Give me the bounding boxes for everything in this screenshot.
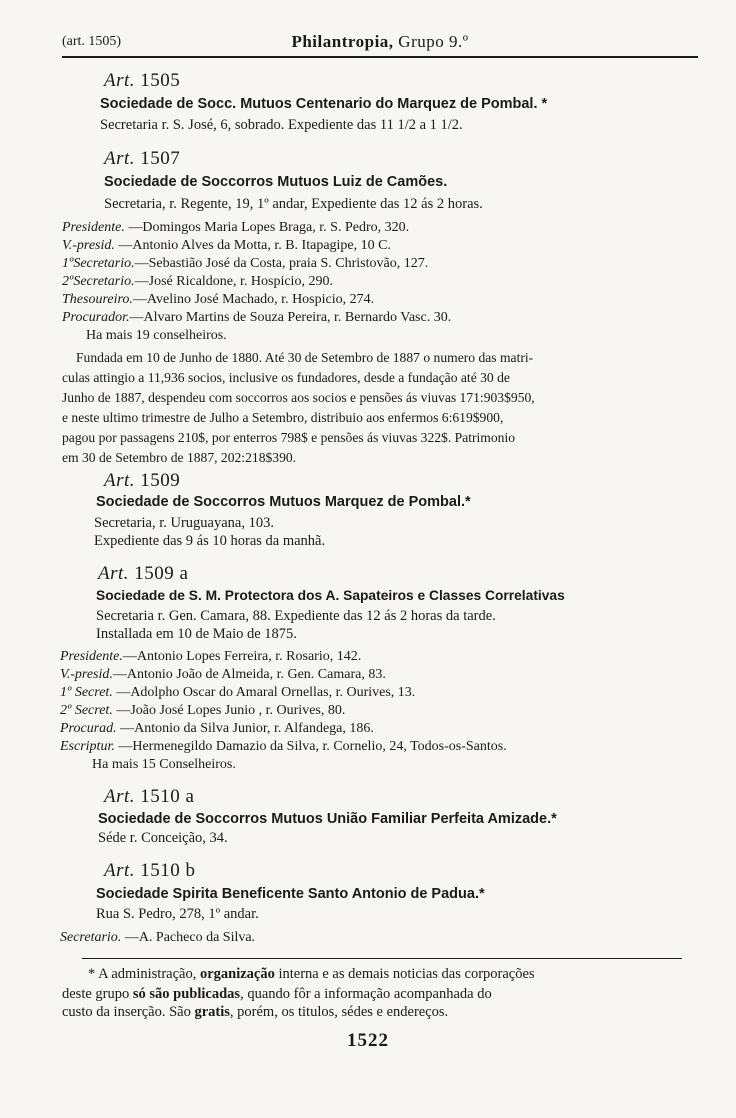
- article-heading: Art. 1509: [104, 470, 181, 491]
- article-heading: Art. 1507: [104, 148, 181, 169]
- entry-paragraph: Fundada em 10 de Junho de 1880. Até 30 de Setembro de 1887 o numero das matri- culas attingio a 11,936 socios, inclusive os fundadores, desde a fundação até 30 de Junho de 1887, despendeu com soccorros aos socios e pensões ás viuvas 171:903$950, e neste ultimo trimestre de Julho a Setembro, distribuio aos enfermos 6:619$900, pagou por passagens 210$, por enterros 798$ e pensões ás viuvas 322$. Patrimonio em 30 de Setembro de 1887, 202:218$390.: [62, 350, 535, 465]
- society-name: Sociedade Spirita Beneficente Santo Antonio de Padua.*: [96, 886, 485, 902]
- officer-line: Presidente. —Domingos Maria Lopes Braga, r. S. Pedro, 320.: [62, 220, 410, 235]
- header-section: Philantropia,: [291, 32, 394, 51]
- officer-line: Presidente.—Antonio Lopes Ferreira, r. Rosario, 142.: [60, 649, 362, 664]
- officer-line: Procurador.—Alvaro Martins de Souza Pereira, r. Bernardo Vasc. 30.: [62, 310, 452, 325]
- footnote-rule: [82, 958, 682, 959]
- footnote-line: deste grupo só são publicadas, quando fôr a informação acompanhada do: [62, 986, 492, 1002]
- society-name: Sociedade de Soccorros Mutuos Luiz de Camões.: [104, 174, 448, 190]
- entry-line: Séde r. Conceição, 34.: [98, 830, 228, 846]
- society-name: Sociedade de S. M. Protectora dos A. Sapateiros e Classes Correlativas: [96, 588, 565, 603]
- officer-line: 1º Secret. —Adolpho Oscar do Amaral Ornellas, r. Ourives, 13.: [60, 685, 416, 700]
- officer-line: Escriptur. —Hermenegildo Damazio da Silva, r. Cornelio, 24, Todos-os-Santos.: [60, 739, 507, 754]
- officer-line: V.-presid. —Antonio Alves da Motta, r. B. Itapagipe, 10 C.: [62, 238, 391, 253]
- officer-line: Procurad. —Antonio da Silva Junior, r. Alfandega, 186.: [60, 721, 374, 736]
- entry-extra: Ha mais 15 Conselheiros.: [92, 757, 236, 772]
- header-rule: [62, 56, 698, 58]
- footnote-line: * A administração, organização interna e as demais noticias das corporações: [88, 966, 535, 982]
- officer-line: 1ºSecretario.—Sebastião José da Costa, praia S. Christovão, 127.: [62, 256, 429, 271]
- entry-line: Installada em 10 de Maio de 1875.: [96, 626, 297, 642]
- article-heading: Art. 1510 b: [104, 860, 196, 881]
- officer-line: 2ºSecretario.—José Ricaldone, r. Hospicio, 290.: [62, 274, 333, 289]
- entry-line: Secretaria, r. Uruguayana, 103.: [94, 515, 274, 531]
- header-group: Grupo 9.º: [398, 32, 469, 51]
- header-article-ref: (art. 1505): [62, 34, 122, 49]
- header-title: [62, 32, 698, 52]
- article-heading: Art. 1505: [104, 70, 181, 91]
- officer-line: V.-presid.—Antonio João de Almeida, r. Gen. Camara, 83.: [60, 667, 386, 682]
- society-name: Sociedade de Soccorros Mutuos Marquez de Pombal.*: [96, 494, 471, 510]
- entry-line: Secretaria r. S. José, 6, sobrado. Expediente das 11 1/2 a 1 1/2.: [100, 117, 463, 133]
- article-heading: Art. 1510 a: [104, 786, 195, 807]
- page-number: 1522: [347, 1030, 389, 1051]
- page-header: [62, 32, 698, 54]
- entry-extra: Ha mais 19 conselheiros.: [86, 328, 227, 343]
- officer-line: Thesoureiro.—Avelino José Machado, r. Hospicio, 274.: [62, 292, 375, 307]
- society-name: Sociedade de Socc. Mutuos Centenario do Marquez de Pombal. *: [100, 96, 548, 112]
- society-name: Sociedade de Soccorros Mutuos União Familiar Perfeita Amizade.*: [98, 811, 557, 827]
- entry-line: Secretaria r. Gen. Camara, 88. Expediente das 12 ás 2 horas da tarde.: [96, 608, 496, 624]
- officer-line: 2º Secret. —João José Lopes Junio , r. Ourives, 80.: [60, 703, 346, 718]
- entry-line: Secretaria, r. Regente, 19, 1º andar, Expediente das 12 ás 2 horas.: [104, 196, 483, 212]
- officer-line: Secretario. —A. Pacheco da Silva.: [60, 930, 256, 945]
- entry-line: Expediente das 9 ás 10 horas da manhã.: [94, 533, 326, 549]
- footnote-line: custo da inserção. São gratis, porém, os titulos, sédes e endereços.: [62, 1004, 449, 1020]
- article-heading: Art. 1509 a: [98, 563, 189, 584]
- entry-line: Rua S. Pedro, 278, 1º andar.: [96, 906, 259, 922]
